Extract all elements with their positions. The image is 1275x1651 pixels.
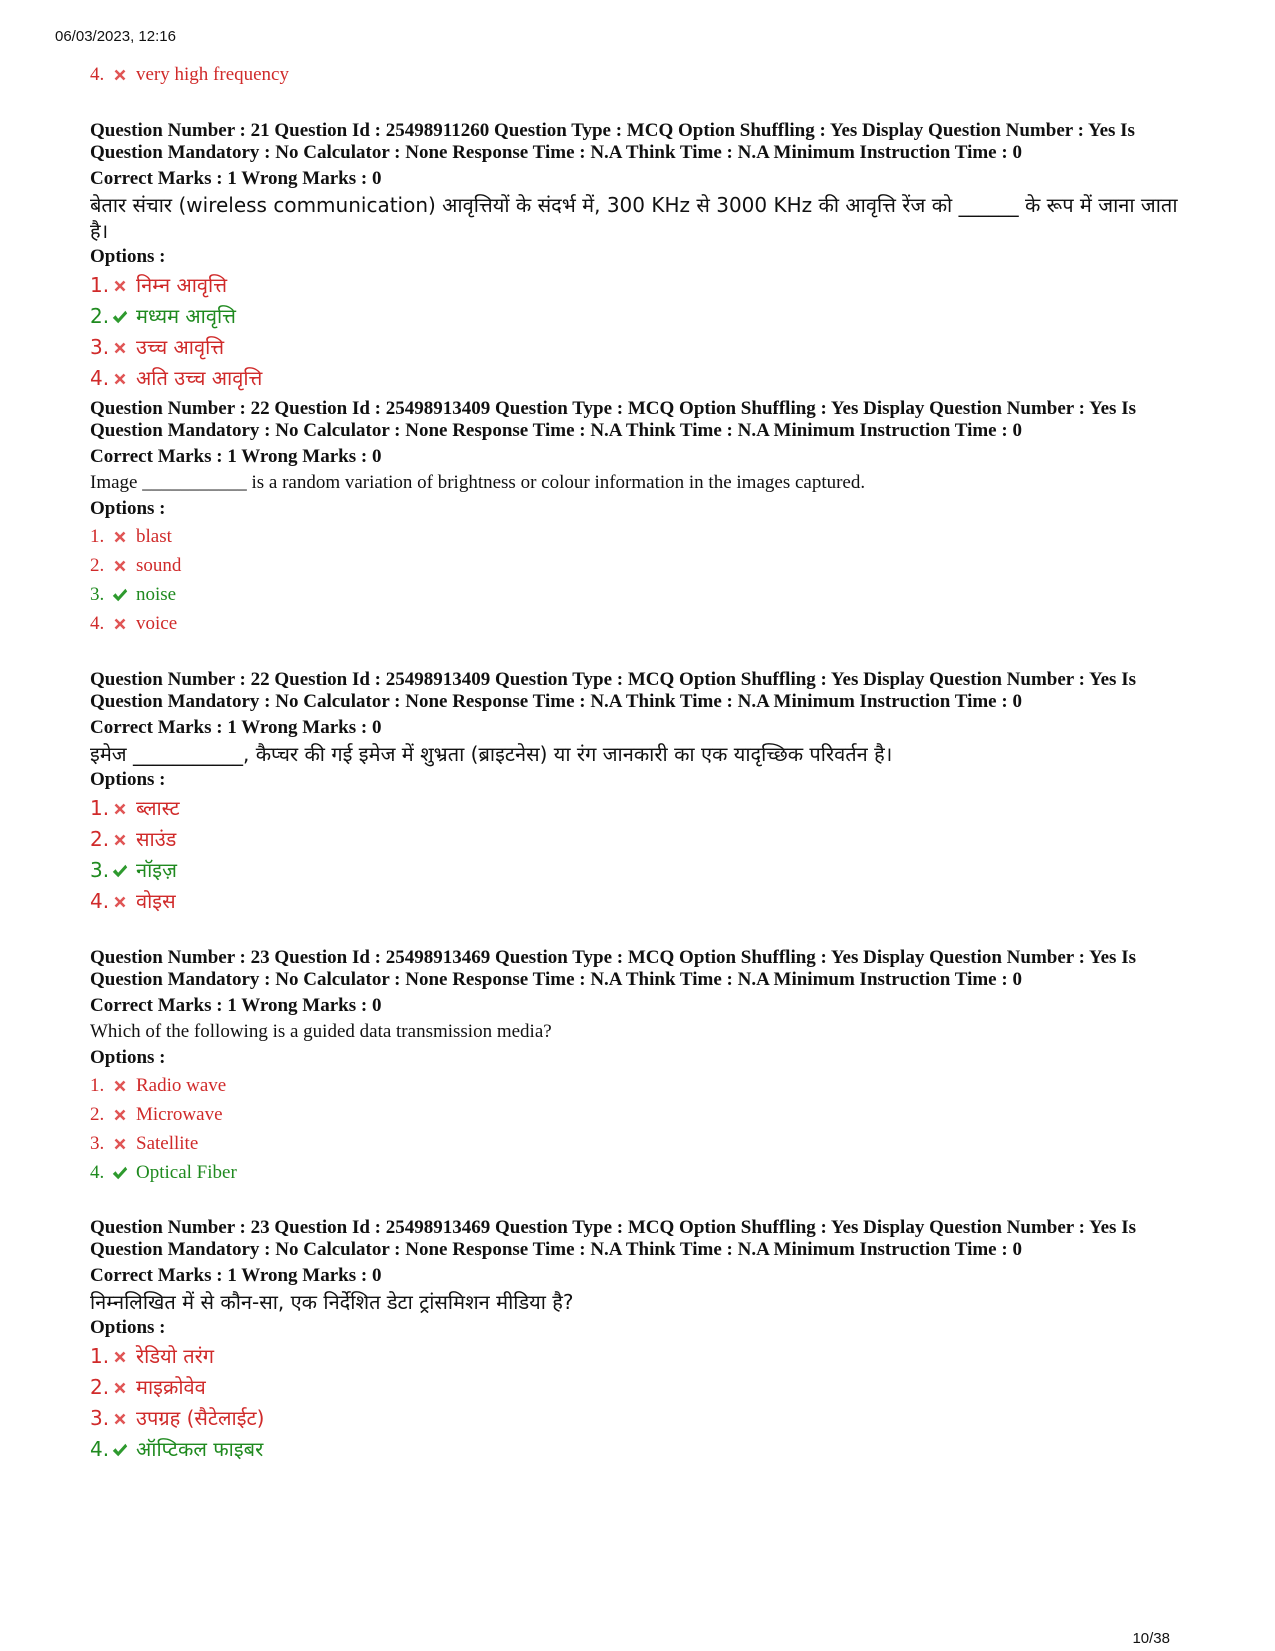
option-item [90, 60, 1200, 89]
option-item [90, 1129, 1200, 1158]
meta-line: Question Mandatory : No Calculator : None Response Time : N.A Think Time : N.A Minimum Instruction Time : 0 [90, 969, 1022, 990]
cross-icon [110, 1105, 130, 1125]
question-meta [90, 669, 1200, 713]
marks-line: Correct Marks : 1 Wrong Marks : 0 [90, 1265, 382, 1286]
option-item [90, 580, 1200, 609]
question-text: निम्नलिखित में से कौन-सा, एक निर्देशित डेटा ट्रांसमिशन मीडिया है? [90, 1290, 574, 1314]
option-number: 4. [90, 889, 110, 913]
option-text: ऑप्टिकल फाइबर [136, 1437, 264, 1461]
cross-icon [110, 614, 130, 634]
cross-icon [110, 892, 130, 912]
meta-line: Question Number : 23 Question Id : 25498913469 Question Type : MCQ Option Shuffling : Yes Display Question Number : Yes Is [90, 1217, 1136, 1238]
option-number: 3. [90, 858, 110, 882]
option-item [90, 855, 1200, 886]
option-text: वोइस [136, 889, 176, 913]
option-number: 4. [90, 1162, 105, 1183]
question-meta [90, 1217, 1200, 1261]
cross-icon [110, 65, 130, 85]
option-item [90, 522, 1200, 551]
question-text: Which of the following is a guided data transmission media? [90, 1021, 552, 1042]
cross-icon [110, 338, 130, 358]
question-meta [90, 120, 1200, 164]
meta-line: Question Mandatory : No Calculator : None Response Time : N.A Think Time : N.A Minimum Instruction Time : 0 [90, 1239, 1022, 1260]
print-timestamp: 06/03/2023, 12:16 [55, 28, 176, 45]
options-label: Options : [90, 246, 166, 267]
option-text: उपग्रह (सैटेलाईट) [136, 1406, 265, 1430]
page-number: 10/38 [1132, 1630, 1170, 1647]
option-text: नॉइज़ [136, 858, 177, 882]
option-number: 2. [90, 1375, 110, 1399]
options-label: Options : [90, 498, 166, 519]
option-number: 1. [90, 1344, 110, 1368]
question-block [90, 1217, 1200, 1465]
option-number: 1. [90, 526, 105, 547]
option-text: निम्न आवृत्ति [136, 273, 228, 297]
meta-line: Question Number : 22 Question Id : 25498913409 Question Type : MCQ Option Shuffling : Yes Display Question Number : Yes Is [90, 398, 1136, 419]
option-number: 2. [90, 1104, 105, 1125]
marks-line: Correct Marks : 1 Wrong Marks : 0 [90, 995, 382, 1016]
option-text: मध्यम आवृत्ति [136, 304, 236, 328]
check-icon [110, 861, 130, 881]
marks-line: Correct Marks : 1 Wrong Marks : 0 [90, 168, 382, 189]
check-icon [110, 1440, 130, 1460]
option-text: Radio wave [136, 1075, 227, 1096]
option-item [90, 1071, 1200, 1100]
option-text: रेडियो तरंग [136, 1344, 215, 1368]
question-meta [90, 947, 1200, 991]
cross-icon [110, 1347, 130, 1367]
option-item [90, 332, 1200, 363]
option-item [90, 1434, 1200, 1465]
option-text: साउंड [136, 827, 177, 851]
option-number: 3. [90, 1406, 110, 1430]
option-number: 1. [90, 796, 110, 820]
option-item [90, 793, 1200, 824]
option-text: अति उच्च आवृत्ति [136, 366, 263, 390]
question-block [90, 669, 1200, 917]
cross-icon [110, 830, 130, 850]
option-number: 4. [90, 613, 105, 634]
meta-line: Question Number : 23 Question Id : 25498913469 Question Type : MCQ Option Shuffling : Yes Display Question Number : Yes Is [90, 947, 1136, 968]
option-number: 1. [90, 273, 110, 297]
option-item [90, 1403, 1200, 1434]
meta-line: Question Mandatory : No Calculator : None Response Time : N.A Think Time : N.A Minimum Instruction Time : 0 [90, 420, 1022, 441]
option-item [90, 1158, 1200, 1187]
cross-icon [110, 1409, 130, 1429]
option-number: 2. [90, 827, 110, 851]
option-number: 2. [90, 555, 105, 576]
question-block [90, 120, 1200, 394]
option-text: Satellite [136, 1133, 199, 1154]
option-item [90, 1372, 1200, 1403]
marks-line: Correct Marks : 1 Wrong Marks : 0 [90, 446, 382, 467]
option-text: noise [136, 584, 177, 605]
option-text: blast [136, 526, 172, 547]
option-item [90, 301, 1200, 332]
question-text: इमेज ___________, कैप्चर की गई इमेज में शुभ्रता (ब्राइटनेस) या रंग जानकारी का एक यादृच्छिक परिवर्तन है। [90, 742, 893, 766]
previous-question-tail [90, 60, 1200, 89]
option-item [90, 551, 1200, 580]
option-number: 2. [90, 304, 110, 328]
meta-line: Question Number : 21 Question Id : 25498911260 Question Type : MCQ Option Shuffling : Yes Display Question Number : Yes Is [90, 120, 1135, 141]
marks-line: Correct Marks : 1 Wrong Marks : 0 [90, 717, 382, 738]
option-number: 4. [90, 366, 110, 390]
option-number: 4. [90, 64, 105, 85]
cross-icon [110, 369, 130, 389]
options-label: Options : [90, 1317, 166, 1338]
cross-icon [110, 1076, 130, 1096]
meta-line: Question Mandatory : No Calculator : None Response Time : N.A Think Time : N.A Minimum Instruction Time : 0 [90, 691, 1022, 712]
option-item [90, 886, 1200, 917]
option-number: 1. [90, 1075, 105, 1096]
options-label: Options : [90, 769, 166, 790]
option-text: माइक्रोवेव [136, 1375, 206, 1399]
cross-icon [110, 276, 130, 296]
option-number: 3. [90, 1133, 105, 1154]
option-item [90, 363, 1200, 394]
options-label: Options : [90, 1047, 166, 1068]
option-number: 3. [90, 335, 110, 359]
option-text: very high frequency [136, 64, 289, 85]
cross-icon [110, 527, 130, 547]
option-text: voice [136, 613, 178, 634]
option-item [90, 1341, 1200, 1372]
option-text: Optical Fiber [136, 1162, 237, 1183]
check-icon [110, 307, 130, 327]
question-block [90, 947, 1200, 1187]
option-number: 4. [90, 1437, 110, 1461]
question-text: बेतार संचार (wireless communication) आवृत्तियों के संदर्भ में, 300 KHz से 3000 KHz की आवृत्ति रेंज को ______ के रूप में जाना जाता है। [90, 193, 1178, 243]
option-item [90, 824, 1200, 855]
question-block [90, 398, 1200, 638]
option-text: ब्लास्ट [136, 796, 180, 820]
meta-line: Question Number : 22 Question Id : 25498913409 Question Type : MCQ Option Shuffling : Yes Display Question Number : Yes Is [90, 669, 1136, 690]
cross-icon [110, 556, 130, 576]
option-item [90, 1100, 1200, 1129]
option-item [90, 270, 1200, 301]
option-number: 3. [90, 584, 105, 605]
option-text: sound [136, 555, 182, 576]
option-text: Microwave [136, 1104, 223, 1125]
option-item [90, 609, 1200, 638]
meta-line: Question Mandatory : No Calculator : None Response Time : N.A Think Time : N.A Minimum Instruction Time : 0 [90, 142, 1022, 163]
cross-icon [110, 1134, 130, 1154]
cross-icon [110, 1378, 130, 1398]
check-icon [110, 585, 130, 605]
check-icon [110, 1163, 130, 1183]
cross-icon [110, 799, 130, 819]
question-meta [90, 398, 1200, 442]
question-text: Image ___________ is a random variation of brightness or colour information in the images captured. [90, 472, 866, 493]
option-text: उच्च आवृत्ति [136, 335, 225, 359]
